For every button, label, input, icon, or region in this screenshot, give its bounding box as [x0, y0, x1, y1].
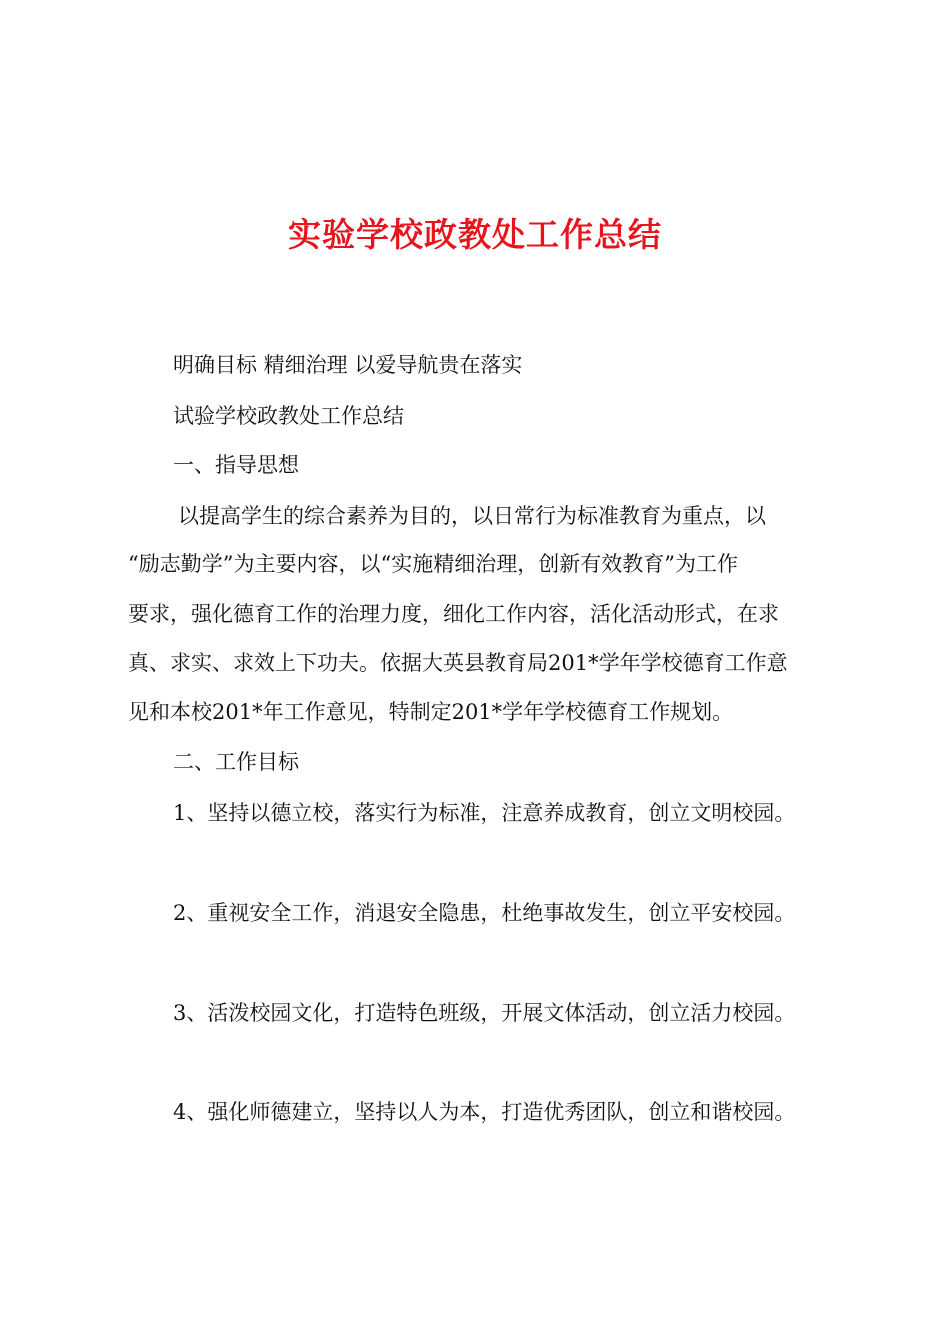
- goal-item-3: 3、活泼校园文化，打造特色班级，开展文体活动，创立活力校园。: [173, 1001, 796, 1025]
- goal-item-2: 2、重视安全工作，消退安全隐患，杜绝事故发生，创立平安校园。: [173, 901, 796, 925]
- section-heading-guiding-thought: 一、指导思想: [173, 453, 299, 477]
- goal-item-4: 4、强化师德建立，坚持以人为本，打造优秀团队，创立和谐校园。: [173, 1100, 796, 1124]
- section-heading-work-goals: 二、工作目标: [173, 750, 299, 774]
- subtitle-line-1: 明确目标 精细治理 以爱导航贵在落实: [173, 353, 523, 377]
- paragraph-line-1: 以提高学生的综合素养为目的，以日常行为标准教育为重点，以: [178, 504, 766, 528]
- paragraph-line-2: “励志勤学”为主要内容，以“实施精细治理，创新有效教育”为工作: [128, 552, 738, 576]
- subtitle-line-2: 试验学校政教处工作总结: [173, 404, 404, 428]
- paragraph-line-3: 要求，强化德育工作的治理力度，细化工作内容，活化活动形式，在求: [128, 602, 779, 626]
- paragraph-line-4: 真、求实、求效上下功夫。依据大英县教育局201*学年学校德育工作意: [128, 651, 788, 675]
- document-title: 实验学校政教处工作总结: [288, 215, 662, 254]
- goal-item-1: 1、坚持以德立校，落实行为标准，注意养成教育，创立文明校园。: [173, 801, 796, 825]
- paragraph-line-5: 见和本校201*年工作意见，特制定201*学年学校德育工作规划。: [128, 700, 734, 724]
